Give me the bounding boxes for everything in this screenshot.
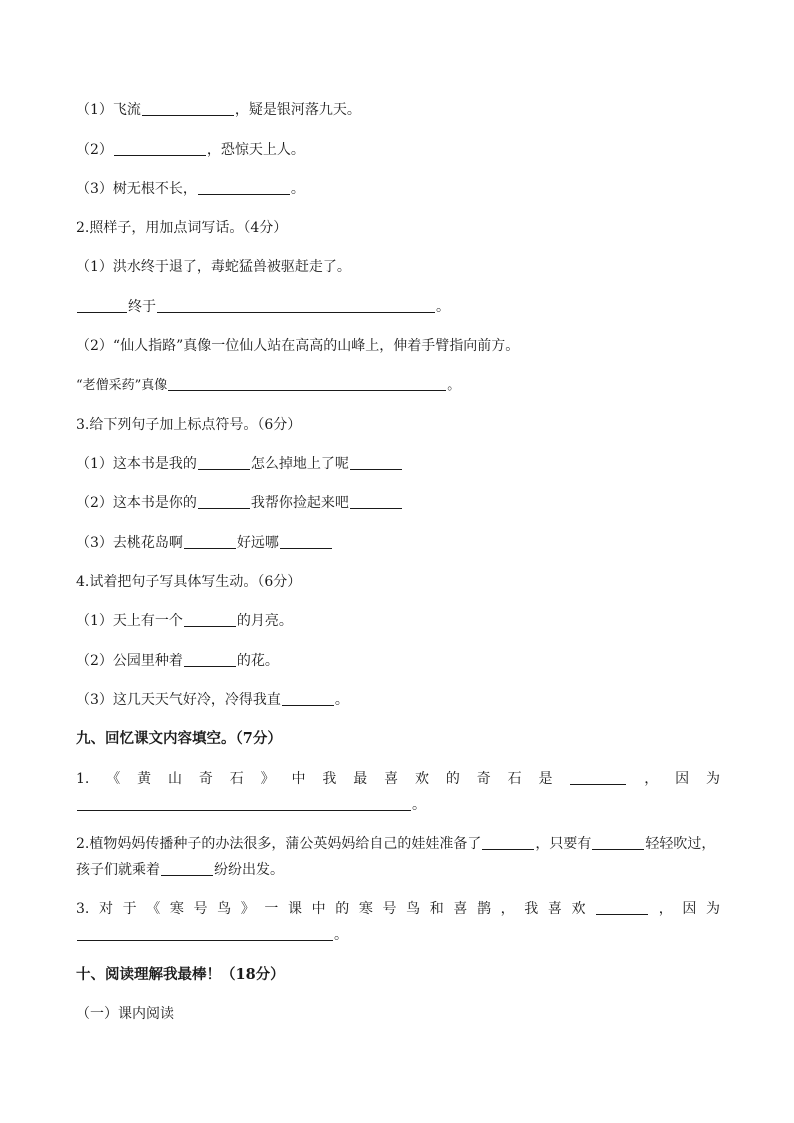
blank[interactable] [280, 534, 332, 549]
char: 号 [193, 901, 208, 917]
char: 1. [76, 771, 90, 787]
char: 对 [98, 901, 113, 917]
blank[interactable] [168, 376, 446, 391]
char: ， [500, 901, 515, 917]
q1-item-2 [76, 141, 305, 159]
sec9-q2-line1 [76, 835, 715, 853]
char: 于 [122, 901, 137, 917]
item-text: 纷纷出发。 [214, 862, 284, 878]
char: 鸟 [217, 901, 232, 917]
item-text: （2）这本书是你的 [76, 495, 197, 511]
blank[interactable] [184, 652, 236, 667]
q4-item-1 [76, 612, 293, 630]
blank[interactable] [77, 298, 127, 313]
char: 黄 [137, 771, 152, 787]
blank[interactable] [161, 861, 213, 876]
char: 最 [353, 771, 368, 787]
char: 和 [429, 901, 444, 917]
char: 欢 [414, 771, 429, 787]
item-text: （3）去桃花岛啊 [76, 535, 183, 551]
q3-item-1 [76, 455, 403, 473]
char: 因 [682, 901, 697, 917]
item-number: （3） [76, 181, 113, 197]
blank[interactable] [350, 455, 402, 470]
blank[interactable] [482, 835, 534, 850]
item-text: 树无根不长， [112, 181, 197, 197]
char: 的 [335, 901, 350, 917]
char: 》 [240, 901, 255, 917]
char: 课 [287, 901, 302, 917]
q3-item-3 [76, 534, 333, 552]
item-text: （3）这几天天气好冷，冷得我直 [76, 692, 281, 708]
q2-answer-2 [76, 376, 460, 395]
char: 石 [229, 771, 244, 787]
sec9-q1-line2 [76, 796, 426, 814]
section-10-subtitle: （一）课内阅读 [76, 1006, 174, 1022]
char: 喜 [453, 901, 468, 917]
item-number: （2） [76, 142, 113, 158]
answer-prefix: “老僧采药”真像 [76, 378, 168, 393]
char: ， [644, 771, 659, 787]
q2-example-2: （2）“仙人指路”真像一位仙人站在高高的山峰上，伸着手臂指向前方。 [76, 338, 520, 354]
char: 一 [264, 901, 279, 917]
char: 中 [291, 771, 306, 787]
q2-example-1: （1）洪水终于退了，毒蛇猛兽被驱赶走了。 [76, 259, 351, 275]
char: 因 [675, 771, 690, 787]
blank[interactable] [596, 900, 648, 915]
item-text: 。 [334, 692, 349, 708]
char: 喜 [547, 901, 562, 917]
item-text: 2.植物妈妈传播种子的办法很多，蒲公英妈妈给自己的娃娃准备了 [76, 836, 482, 852]
sec9-q2-line2 [76, 861, 284, 879]
blank[interactable] [77, 926, 333, 941]
char: 3. [76, 901, 90, 917]
item-text: 。 [290, 181, 305, 197]
char: 鹊 [476, 901, 491, 917]
sec9-q3-line1 [76, 900, 720, 918]
sec9-q1-line1 [76, 770, 720, 788]
section-10-title: 十、阅读理解我最棒！（18分） [76, 966, 285, 983]
sec9-q3-line2 [76, 926, 348, 944]
char: 我 [322, 771, 337, 787]
answer-keyword: 终于 [128, 299, 156, 315]
char: 寒 [169, 901, 184, 917]
char: 》 [260, 771, 275, 787]
blank[interactable] [184, 612, 236, 627]
line-end: 。 [334, 927, 348, 943]
blank[interactable] [282, 691, 334, 706]
item-text: 轻轻吹过， [645, 836, 716, 852]
char: 的 [445, 771, 460, 787]
char: 号 [382, 901, 397, 917]
q2-title: 2.照样子，用加点词写话。（4分） [76, 220, 288, 236]
section-9-title: 九、回忆课文内容填空。（7分） [76, 730, 282, 747]
answer-end: 。 [447, 378, 461, 393]
char: 《 [106, 771, 121, 787]
blank[interactable] [157, 298, 435, 313]
line-end: 。 [412, 797, 426, 813]
blank[interactable] [198, 455, 250, 470]
item-text: 的月亮。 [236, 613, 293, 629]
char: 是 [538, 771, 553, 787]
blank[interactable] [114, 141, 206, 156]
item-text: 怎么掉地上了呢 [250, 456, 349, 472]
answer-end: 。 [436, 299, 450, 315]
item-text: （1）天上有一个 [76, 613, 183, 629]
item-number: （1） [76, 102, 113, 118]
item-text: 的花。 [236, 653, 279, 669]
char: 我 [524, 901, 539, 917]
char: 为 [705, 771, 720, 787]
char: 《 [146, 901, 161, 917]
q4-title: 4.试着把句子写具体写生动。（6分） [76, 574, 302, 590]
blank[interactable] [184, 534, 236, 549]
char: 欢 [571, 901, 586, 917]
char: 寒 [358, 901, 373, 917]
char: 喜 [384, 771, 399, 787]
item-text: 我帮你捡起来吧 [250, 495, 349, 511]
char: ， [658, 901, 673, 917]
blank[interactable] [198, 180, 290, 195]
item-text: （2）公园里种着 [76, 653, 183, 669]
blank[interactable] [142, 101, 234, 116]
q1-item-3 [76, 180, 305, 198]
item-text: 飞流 [112, 102, 141, 118]
char: 奇 [476, 771, 491, 787]
char: 山 [167, 771, 182, 787]
blank[interactable] [77, 796, 411, 811]
char: 鸟 [406, 901, 421, 917]
item-text: （1）这本书是我的 [76, 456, 197, 472]
blank[interactable] [350, 494, 402, 509]
item-text: ，疑是银河落九天。 [234, 102, 361, 118]
q4-item-3 [76, 691, 349, 709]
blank[interactable] [592, 835, 644, 850]
q3-title: 3.给下列句子加上标点符号。（6分） [76, 417, 302, 433]
item-text: 孩子们就乘着 [76, 862, 160, 878]
q4-item-2 [76, 652, 279, 670]
char: 中 [311, 901, 326, 917]
item-text: ，只要有 [535, 836, 592, 852]
item-text: ，恐惊天上人。 [206, 142, 305, 158]
q1-item-1 [76, 101, 361, 119]
char: 石 [507, 771, 522, 787]
blank[interactable] [198, 494, 250, 509]
item-text: 好远哪 [236, 535, 279, 551]
char: 为 [705, 901, 720, 917]
q2-answer-1 [76, 298, 450, 316]
q3-item-2 [76, 494, 403, 512]
char: 奇 [198, 771, 213, 787]
blank[interactable] [570, 770, 626, 785]
